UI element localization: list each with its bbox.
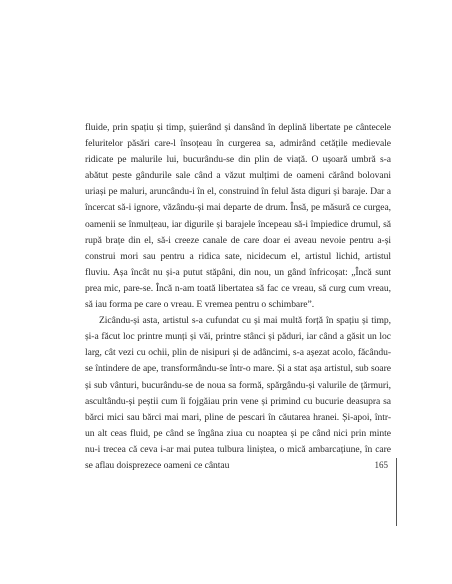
page-number-rule: [396, 458, 397, 526]
body-text: [85, 120, 391, 474]
paragraph-1: fluide, prin spațiu și timp, șuierând și dansând în deplină libertate pe cântecele feluritelor păsări care-l însoțeau în curgerea sa, admirând cetățile medievale ridicate pe malurile lui, bucurându-se din plin de viață. O ușoară umbră s-a abătut peste gândurile sale când a văzut mulțimi de oameni cărând bolovani uriași pe maluri, aruncându-i în el, construind în felul ăsta diguri și baraje. Dar a încercat să-i ignore, văzându-și mai departe de drum. Însă, pe măsură ce curgea, oamenii se înmulțeau, iar digurile și barajele începeau să-i împiedice drumul, să rupă brațe din el, să-i creeze canale de care doar ei aveau nevoie pentru a-și construi mori sau pentru a ridica sate, nicidecum el, artistul lichid, artistul fluviu. Așa încât nu și-a putut stăpâni, din nou, un gând înfricoșat: „Încă sunt prea mic, pare-se. Încă n-am toată libertatea să fac ce vreau, să curg cum vreau, să iau forma pe care o vreau. E vremea pentru o schimbare”.: [85, 122, 391, 311]
paragraph-2: Zicându-și asta, artistul s-a cufundat cu și mai multă forță în spațiu și timp, și-a făcut loc printre munți și văi, printre stânci și păduri, iar când a găsit un loc larg, cât vezi cu ochii, plin de nisipuri și de adâncimi, s-a așezat acolo, făcându-se întindere de ape, transformându-se într-o mare. Și a stat așa artistul, sub soare și sub vânturi, bucurându-se de noua sa formă, spărgându-și valurile de țărmuri, ascultându-și peștii cum îi fojgăiau prin vene și primind cu bucurie deasupra sa bărci mici sau bărci mai mari, pline de pescari în căutarea hranei. Și-apoi, într-un alt ceas fluid, pe când se îngâna ziua cu noaptea și pe când nici prin minte nu-i trecea că ceva i-ar mai putea tulbura liniștea, o mică ambarcațiune, în care se aflau doisprezece oameni ce cântau: [85, 315, 391, 471]
page-number: 165: [374, 460, 388, 470]
